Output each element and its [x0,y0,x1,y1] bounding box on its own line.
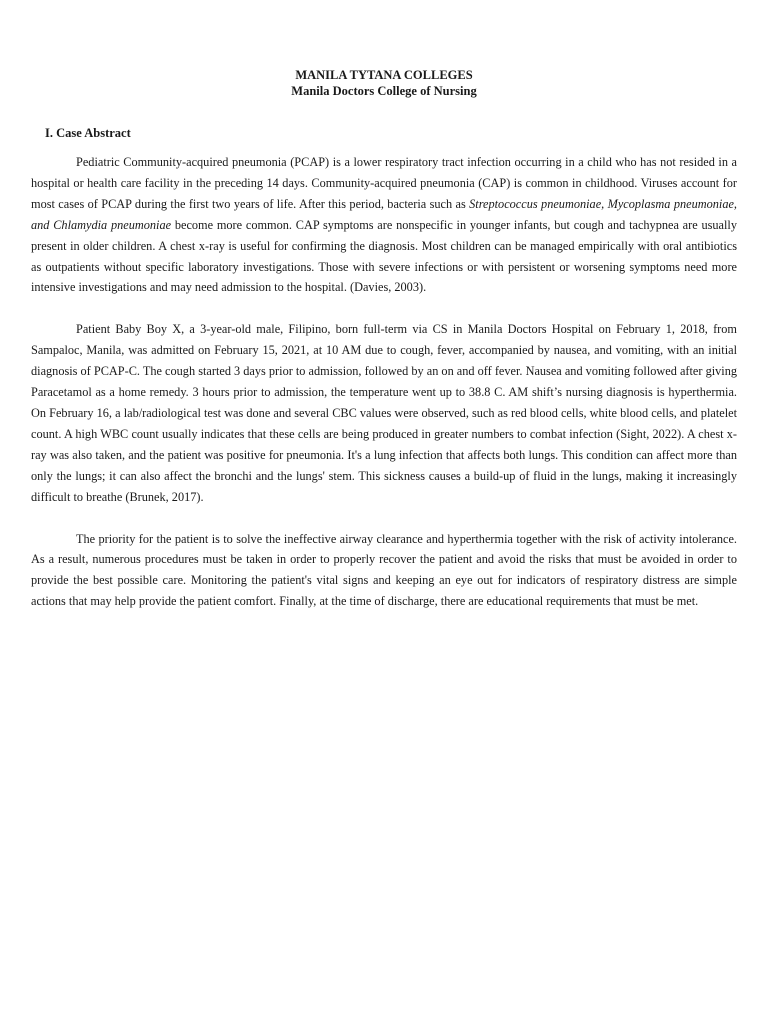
document-header [31,0,737,99]
paragraph-3: The priority for the patient is to solve the ineffective airway clearance and hyperthermia together with the risk of activity intolerance. As a result, numerous procedures must be taken in order to properly recover the patient and avoid the risks that must be avoided in order to provide the best possible care. Monitoring the patient's vital signs and keeping an eye out for indicators of respiratory distress are simple actions that may help provide the patient comfort. Finally, at the time of discharge, there are educational requirements that must be met. [31,531,737,609]
section-heading: I. Case Abstract [45,126,131,140]
paragraph-1-text-a: Pediatric Community-acquired pneumonia (PCAP) is a lower respiratory tract infection occurring in a child who has not resided in a hospital or health care facility in the preceding 14 days. Community-acquired pneumonia (CAP) is common in childhood. Viruses account for most cases of PCAP during the first two years of life. After this period, bacteria such as [31,155,737,211]
paragraph-1 [31,152,737,298]
college-name: Manila Doctors College of Nursing [291,84,477,98]
paragraph-2: Patient Baby Boy X, a 3-year-old male, Filipino, born full-term via CS in Manila Doctors Hospital on February 1, 2018, from Sampaloc, Manila, was admitted on February 15, 2021, at 10 AM due to cough, fever, accompanied by nausea, and vomiting, with an initial diagnosis of PCAP-C. The cough started 3 days prior to admission, followed by an on and off fever. Nausea and vomiting followed after giving Paracetamol as a home remedy. 3 hours prior to admission, the temperature went up to 38.8 C. AM shift’s nursing diagnosis is hyperthermia. On February 16, a lab/radiological test was done and several CBC values were observed, such as red blood cells, white blood cells, and platelet count. A high WBC count usually indicates that these cells are being produced in greater numbers to combat infection (Sight, 2022). A chest x-ray was also taken, and the patient was positive for pneumonia. It's a lung infection that affects both lungs. This condition can affect more than only the lungs; it can also affect the bronchi and the lungs' stem. This sickness causes a build-up of fluid in the lungs, making it increasingly difficult to breathe (Brunek, 2017). [31,322,737,504]
institution-name: MANILA TYTANA COLLEGES [295,68,473,82]
paragraph-1-species: Streptococcus pneumoniae, Mycoplasma pneumoniae, and Chlamydia pneumoniae [31,196,737,232]
paragraph-1-text-b: become more common. CAP symptoms are nonspecific in younger infants, but cough and tachypnea are usually present in older children. A chest x-ray is useful for confirming the diagnosis. Most children can be managed empirically with oral antibiotics as outpatients without specific laboratory investigations. Those with severe infections or with persistent or worsening symptoms need more intensive investigations and may need admission to the hospital. (Davies, 2003). [31,217,737,295]
